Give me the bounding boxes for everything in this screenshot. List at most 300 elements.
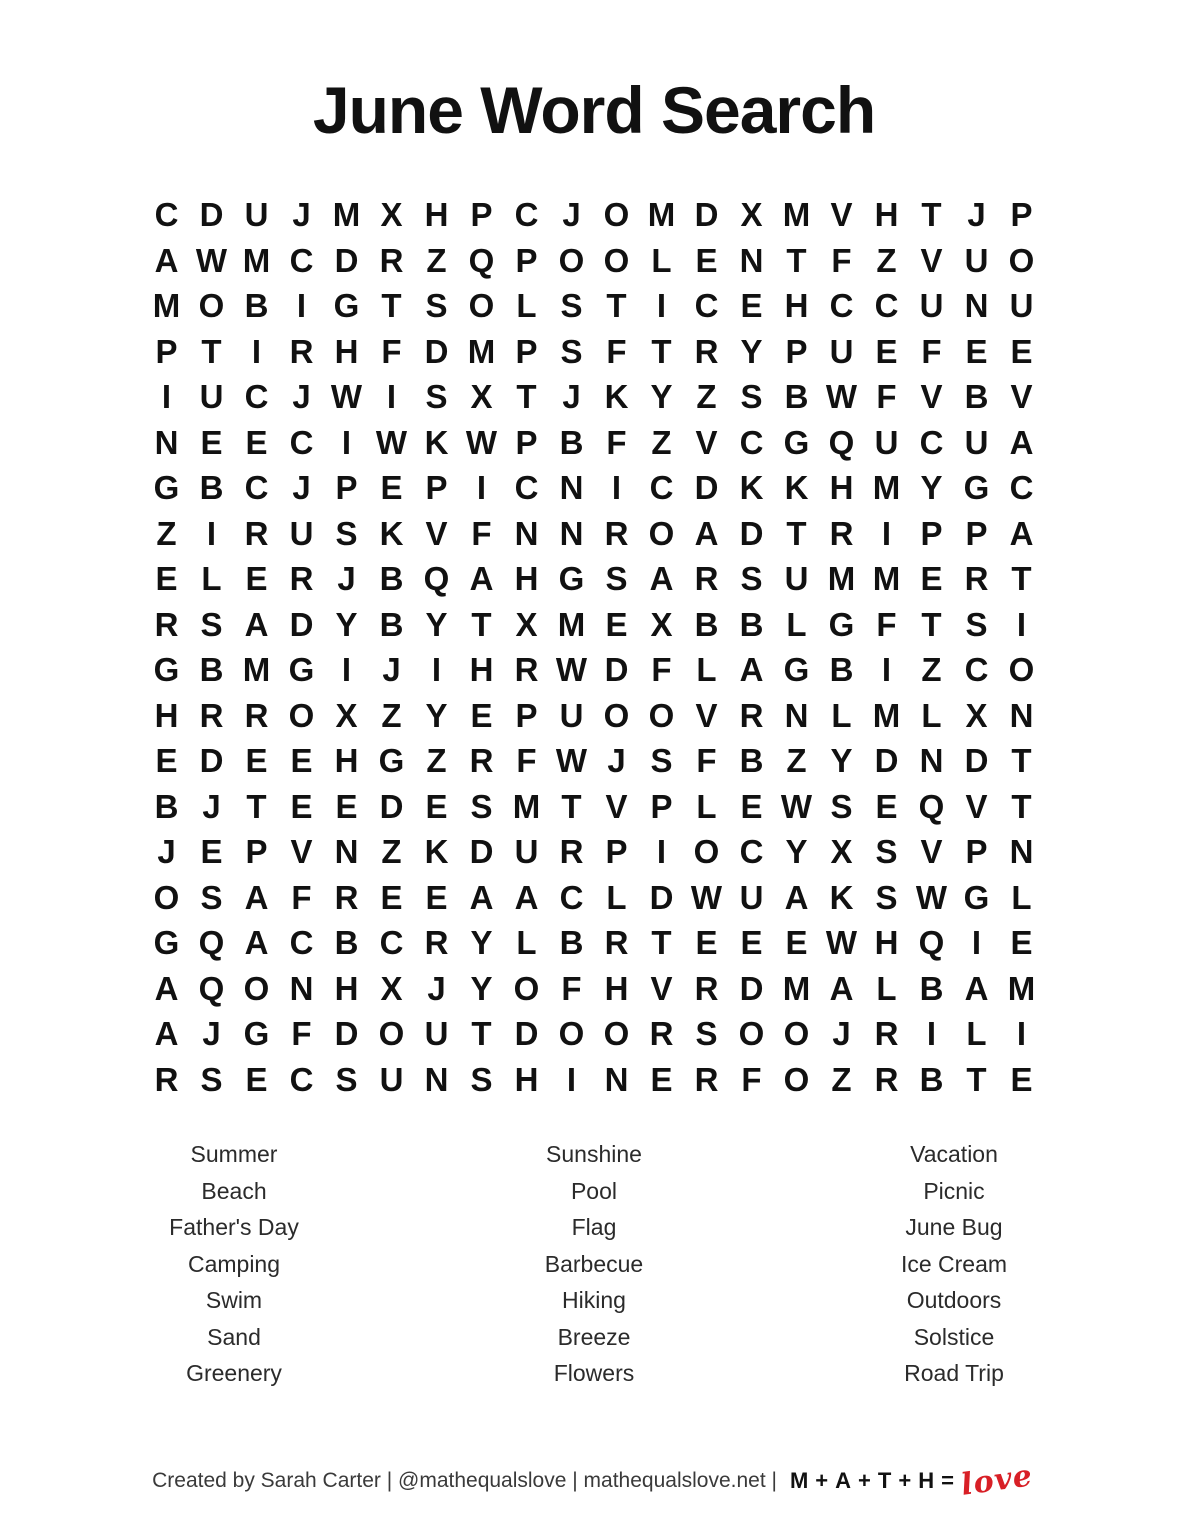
grid-cell: F xyxy=(876,605,897,643)
grid-cell: X xyxy=(830,833,853,870)
grid-cell: C xyxy=(289,1060,314,1098)
grid-cell: J xyxy=(607,742,626,779)
grid-cell: D xyxy=(199,196,224,233)
footer-credit: Created by Sarah Carter | @mathequalslove | mathequalslove.net | xyxy=(152,1468,777,1492)
grid-cell: N xyxy=(514,514,539,552)
grid-cell: C xyxy=(559,878,584,916)
grid-cell: U xyxy=(379,1060,404,1098)
grid-cell: F xyxy=(696,742,717,779)
grid-cell: N xyxy=(559,514,584,552)
grid-cell: R xyxy=(694,560,719,597)
grid-cell: U xyxy=(514,833,539,870)
grid-cell: N xyxy=(1009,696,1034,734)
grid-cell: E xyxy=(1010,1060,1033,1098)
grid-cell: C xyxy=(739,423,764,461)
grid-cell: B xyxy=(784,378,809,415)
grid-cell: J xyxy=(562,196,581,233)
grid-cell: O xyxy=(288,696,315,734)
math-equals-love-logo xyxy=(787,1458,1036,1503)
word-list xyxy=(0,1136,1188,1392)
grid-cell: N xyxy=(1009,833,1034,870)
grid-cell: U xyxy=(289,514,314,552)
word-list-item: Flowers xyxy=(553,1360,635,1386)
grid-cell: S xyxy=(560,287,583,324)
grid-cell: V xyxy=(605,787,628,825)
grid-cell: R xyxy=(244,514,269,552)
grid-cell: F xyxy=(381,332,402,370)
grid-cell: M xyxy=(872,560,901,597)
grid-cell: D xyxy=(424,332,449,370)
word-list-item: Breeze xyxy=(557,1323,631,1350)
grid-cell: T xyxy=(651,332,672,370)
grid-cell: U xyxy=(1009,287,1034,324)
grid-cell: V xyxy=(920,241,943,279)
grid-cell: C xyxy=(649,469,674,506)
grid-cell: V xyxy=(830,196,853,233)
grid-cell: U xyxy=(739,878,764,916)
word-list-item: Camping xyxy=(187,1250,281,1277)
grid-cell: E xyxy=(425,878,448,916)
grid-cell: N xyxy=(604,1060,629,1098)
grid-cell: T xyxy=(246,787,267,825)
grid-cell: X xyxy=(335,696,358,734)
grid-cell: T xyxy=(966,1060,987,1098)
grid-cell: X xyxy=(380,196,403,233)
grid-cell: W xyxy=(330,378,363,415)
grid-cell: G xyxy=(963,469,990,506)
grid-cell: S xyxy=(335,514,358,552)
grid-cell: H xyxy=(424,196,449,233)
grid-cell: M xyxy=(872,469,901,506)
grid-cell: Q xyxy=(468,241,495,279)
grid-cell: F xyxy=(606,423,627,461)
grid-cell: Y xyxy=(830,742,853,779)
grid-cell: Z xyxy=(696,378,717,415)
grid-cell: I xyxy=(971,924,982,961)
logo-letter-h: H xyxy=(918,1467,936,1493)
grid-cell: E xyxy=(245,560,268,597)
grid-cell: S xyxy=(650,742,673,779)
grid-cell: C xyxy=(829,287,854,324)
grid-cell: K xyxy=(829,878,854,916)
grid-cell: K xyxy=(424,833,449,870)
grid-cell: H xyxy=(334,742,359,779)
grid-cell: S xyxy=(200,605,223,643)
grid-cell: V xyxy=(920,833,943,870)
grid-cell: E xyxy=(785,924,808,961)
grid-cell: C xyxy=(964,651,989,688)
grid-cell: R xyxy=(244,696,269,734)
grid-cell: E xyxy=(470,696,493,734)
grid-cell: S xyxy=(470,787,493,825)
grid-cell: E xyxy=(290,787,313,825)
grid-cell: E xyxy=(740,924,763,961)
word-list-column xyxy=(414,1136,774,1392)
grid-cell: D xyxy=(874,742,899,779)
word-search-grid xyxy=(144,192,1044,1102)
grid-cell: N xyxy=(919,742,944,779)
grid-cell: H xyxy=(604,969,629,1007)
grid-cell: X xyxy=(380,969,403,1007)
grid-cell: D xyxy=(604,651,629,688)
grid-cell: A xyxy=(1009,514,1034,552)
grid-cell: L xyxy=(696,787,717,825)
grid-cell: L xyxy=(201,560,222,597)
grid-cell: L xyxy=(516,924,537,961)
grid-cell: G xyxy=(828,605,855,643)
grid-cell: I xyxy=(251,332,262,370)
grid-cell: A xyxy=(514,878,539,916)
grid-cell: U xyxy=(424,1015,449,1052)
grid-cell: G xyxy=(288,651,315,688)
grid-cell: F xyxy=(471,514,492,552)
grid-cell: E xyxy=(650,1060,673,1098)
grid-cell: O xyxy=(603,196,630,233)
grid-cell: B xyxy=(694,605,719,643)
grid-cell: S xyxy=(695,1015,718,1052)
grid-cell: S xyxy=(965,605,988,643)
word-list-item: Beach xyxy=(201,1177,267,1204)
grid-cell: P xyxy=(785,332,808,370)
grid-cell: G xyxy=(333,287,360,324)
grid-cell: O xyxy=(693,833,720,870)
grid-cell: S xyxy=(200,878,223,916)
grid-cell: Q xyxy=(918,924,945,961)
grid-cell: U xyxy=(964,423,989,461)
grid-cell: Z xyxy=(426,742,447,779)
grid-cell: S xyxy=(560,332,583,370)
grid-cell: Y xyxy=(470,924,493,961)
grid-cell: C xyxy=(379,924,404,961)
grid-cell: S xyxy=(740,560,763,597)
grid-cell: P xyxy=(605,833,628,870)
grid-cell: B xyxy=(829,651,854,688)
grid-cell: Z xyxy=(381,696,402,734)
grid-cell: N xyxy=(334,833,359,870)
grid-cell: H xyxy=(154,696,179,734)
grid-cell: P xyxy=(155,332,178,370)
grid-cell: P xyxy=(515,332,538,370)
grid-cell: E xyxy=(740,287,763,324)
grid-cell: T xyxy=(921,605,942,643)
grid-cell: T xyxy=(786,514,807,552)
logo-plus-3: + xyxy=(898,1467,913,1493)
grid-cell: H xyxy=(334,969,359,1007)
grid-cell: C xyxy=(289,241,314,279)
grid-cell: Z xyxy=(921,651,942,688)
grid-cell: Y xyxy=(425,605,448,643)
grid-cell: U xyxy=(784,560,809,597)
grid-cell: P xyxy=(515,423,538,461)
grid-cell: E xyxy=(695,241,718,279)
grid-cell: W xyxy=(690,878,723,916)
word-list-item: Swim xyxy=(205,1287,263,1313)
grid-cell: F xyxy=(606,332,627,370)
grid-cell: W xyxy=(465,423,498,461)
grid-cell: E xyxy=(875,787,898,825)
grid-cell: X xyxy=(965,696,988,734)
grid-cell: A xyxy=(739,651,764,688)
grid-cell: G xyxy=(963,878,990,916)
grid-cell: H xyxy=(334,332,359,370)
word-list-item: Father's Day xyxy=(169,1214,299,1240)
grid-cell: U xyxy=(919,287,944,324)
grid-cell: N xyxy=(739,241,764,279)
grid-cell: T xyxy=(1011,787,1032,825)
grid-cell: W xyxy=(555,651,588,688)
grid-cell: K xyxy=(739,469,764,506)
grid-cell: U xyxy=(199,378,224,415)
grid-cell: C xyxy=(244,469,269,506)
grid-cell: A xyxy=(244,924,269,961)
grid-cell: X xyxy=(470,378,493,415)
grid-cell: F xyxy=(291,1015,312,1052)
word-list-item: Greenery xyxy=(186,1360,282,1386)
grid-cell: D xyxy=(649,878,674,916)
word-list-item: Sand xyxy=(207,1323,261,1350)
grid-cell: F xyxy=(741,1060,762,1098)
grid-cell: P xyxy=(515,241,538,279)
grid-cell: R xyxy=(334,878,359,916)
grid-cell: A xyxy=(694,514,719,552)
grid-cell: N xyxy=(289,969,314,1007)
grid-cell: M xyxy=(152,287,181,324)
word-list-item: June Bug xyxy=(905,1214,1003,1240)
grid-cell: N xyxy=(424,1060,449,1098)
grid-cell: C xyxy=(874,287,899,324)
grid-cell: T xyxy=(1011,560,1032,597)
grid-cell: R xyxy=(154,1060,179,1098)
grid-cell: J xyxy=(202,787,221,825)
grid-cell: U xyxy=(964,241,989,279)
grid-cell: V xyxy=(920,378,943,415)
grid-cell: S xyxy=(200,1060,223,1098)
grid-cell: A xyxy=(154,241,179,279)
word-list-item: Picnic xyxy=(923,1177,985,1204)
grid-cell: I xyxy=(926,1015,937,1052)
grid-cell: I xyxy=(341,423,352,461)
grid-cell: I xyxy=(206,514,217,552)
grid-cell: E xyxy=(155,560,178,597)
grid-cell: F xyxy=(831,241,852,279)
word-list-item: Flag xyxy=(571,1214,617,1240)
grid-cell: E xyxy=(605,605,628,643)
grid-cell: L xyxy=(966,1015,987,1052)
page-title: June Word Search xyxy=(312,73,876,147)
grid-cell: O xyxy=(783,1060,810,1098)
grid-cell: O xyxy=(243,969,270,1007)
grid-cell: G xyxy=(153,651,180,688)
grid-cell: O xyxy=(513,969,540,1007)
grid-cell: L xyxy=(651,241,672,279)
footer xyxy=(0,1458,1188,1503)
grid-cell: D xyxy=(694,469,719,506)
grid-cell: V xyxy=(695,696,718,734)
grid-cell: U xyxy=(874,423,899,461)
grid-cell: R xyxy=(154,605,179,643)
grid-cell: C xyxy=(739,833,764,870)
grid-cell: P xyxy=(1010,196,1033,233)
grid-cell: L xyxy=(786,605,807,643)
grid-cell: L xyxy=(1011,878,1032,916)
grid-cell: G xyxy=(783,651,810,688)
grid-cell: J xyxy=(427,969,446,1007)
grid-cell: O xyxy=(1008,651,1035,688)
word-list-column xyxy=(774,1136,1134,1392)
grid-cell: O xyxy=(783,1015,810,1052)
grid-cell: W xyxy=(825,378,858,415)
word-list-column xyxy=(54,1136,414,1392)
grid-cell: M xyxy=(332,196,361,233)
grid-cell: C xyxy=(1009,469,1034,506)
grid-cell: H xyxy=(874,924,899,961)
word-list-item: Outdoors xyxy=(906,1287,1002,1313)
grid-cell: V xyxy=(965,787,988,825)
grid-cell: E xyxy=(380,878,403,916)
grid-cell: C xyxy=(514,469,539,506)
grid-cell: O xyxy=(648,514,675,552)
grid-cell: X xyxy=(740,196,763,233)
grid-cell: D xyxy=(739,969,764,1007)
grid-cell: K xyxy=(784,469,809,506)
grid-cell: V xyxy=(425,514,448,552)
grid-cell: O xyxy=(468,287,495,324)
grid-cell: C xyxy=(919,423,944,461)
grid-cell: B xyxy=(379,560,404,597)
grid-cell: D xyxy=(469,833,494,870)
grid-cell: E xyxy=(200,423,223,461)
grid-cell: B xyxy=(154,787,179,825)
word-list-item: Sunshine xyxy=(546,1141,642,1167)
grid-cell: S xyxy=(425,378,448,415)
grid-cell: L xyxy=(831,696,852,734)
grid-cell: N xyxy=(784,696,809,734)
grid-cell: N xyxy=(154,423,179,461)
grid-cell: R xyxy=(514,651,539,688)
grid-cell: E xyxy=(245,742,268,779)
grid-cell: B xyxy=(739,605,764,643)
grid-cell: Z xyxy=(876,241,897,279)
grid-cell: S xyxy=(425,287,448,324)
grid-cell: O xyxy=(738,1015,765,1052)
grid-cell: J xyxy=(562,378,581,415)
grid-cell: S xyxy=(470,1060,493,1098)
word-list-item: Road Trip xyxy=(904,1360,1004,1386)
grid-cell: B xyxy=(334,924,359,961)
grid-cell: O xyxy=(198,287,225,324)
grid-cell: E xyxy=(425,787,448,825)
grid-cell: D xyxy=(514,1015,539,1052)
grid-cell: M xyxy=(242,651,271,688)
grid-cell: I xyxy=(431,651,442,688)
grid-cell: G xyxy=(558,560,585,597)
grid-cell: H xyxy=(514,560,539,597)
grid-cell: L xyxy=(921,696,942,734)
grid-cell: P xyxy=(245,833,268,870)
grid-cell: E xyxy=(920,560,943,597)
grid-cell: U xyxy=(559,696,584,734)
grid-cell: M xyxy=(647,196,676,233)
grid-cell: Y xyxy=(425,696,448,734)
grid-cell: B xyxy=(919,1060,944,1098)
grid-cell: V xyxy=(650,969,673,1007)
grid-cell: N xyxy=(559,469,584,506)
grid-cell: G xyxy=(153,469,180,506)
grid-cell: H xyxy=(784,287,809,324)
grid-cell: R xyxy=(874,1060,899,1098)
grid-cell: R xyxy=(694,1060,719,1098)
grid-cell: E xyxy=(875,332,898,370)
grid-cell: W xyxy=(555,742,588,779)
grid-cell: K xyxy=(379,514,404,552)
word-list-item: Pool xyxy=(570,1177,618,1204)
grid-cell: B xyxy=(964,378,989,415)
word-list-item: Hiking xyxy=(562,1287,626,1313)
grid-cell: Q xyxy=(198,969,225,1007)
grid-cell: Y xyxy=(470,969,493,1007)
grid-cell: Y xyxy=(650,378,673,415)
grid-cell: B xyxy=(559,423,584,461)
grid-cell: A xyxy=(469,878,494,916)
grid-cell: M xyxy=(827,560,856,597)
word-search-grid-wrapper xyxy=(0,192,1188,1102)
grid-cell: F xyxy=(516,742,537,779)
logo-letter-m: M xyxy=(789,1467,810,1493)
grid-cell: T xyxy=(606,287,627,324)
grid-cell: O xyxy=(603,241,630,279)
grid-cell: P xyxy=(470,196,493,233)
grid-cell: E xyxy=(740,787,763,825)
grid-cell: D xyxy=(334,1015,359,1052)
grid-cell: P xyxy=(920,514,943,552)
grid-cell: T xyxy=(471,1015,492,1052)
grid-cell: D xyxy=(379,787,404,825)
grid-cell: T xyxy=(201,332,222,370)
grid-cell: E xyxy=(200,833,223,870)
grid-cell: R xyxy=(694,332,719,370)
grid-cell: I xyxy=(656,833,667,870)
grid-cell: R xyxy=(424,924,449,961)
grid-cell: T xyxy=(651,924,672,961)
grid-cell: J xyxy=(292,378,311,415)
logo-plus-2: + xyxy=(858,1467,872,1493)
grid-cell: B xyxy=(199,651,224,688)
grid-cell: S xyxy=(335,1060,358,1098)
grid-cell: J xyxy=(832,1015,851,1052)
grid-cell: E xyxy=(245,1060,268,1098)
grid-cell: I xyxy=(881,514,892,552)
grid-cell: E xyxy=(335,787,358,825)
grid-cell: A xyxy=(244,605,269,643)
grid-cell: F xyxy=(651,651,672,688)
grid-cell: N xyxy=(964,287,989,324)
grid-cell: Q xyxy=(423,560,450,597)
grid-cell: X xyxy=(650,605,673,643)
grid-cell: C xyxy=(514,196,539,233)
grid-cell: T xyxy=(516,378,537,415)
grid-cell: E xyxy=(380,469,403,506)
grid-cell: H xyxy=(829,469,854,506)
logo-plus-1: + xyxy=(815,1467,830,1493)
grid-cell: B xyxy=(559,924,584,961)
grid-cell: U xyxy=(829,332,854,370)
grid-cell: T xyxy=(786,241,807,279)
logo-letter-t: T xyxy=(877,1467,893,1493)
grid-cell: A xyxy=(964,969,989,1007)
word-list-item: Vacation xyxy=(910,1141,998,1167)
grid-cell: Z xyxy=(426,241,447,279)
grid-cell: D xyxy=(964,742,989,779)
